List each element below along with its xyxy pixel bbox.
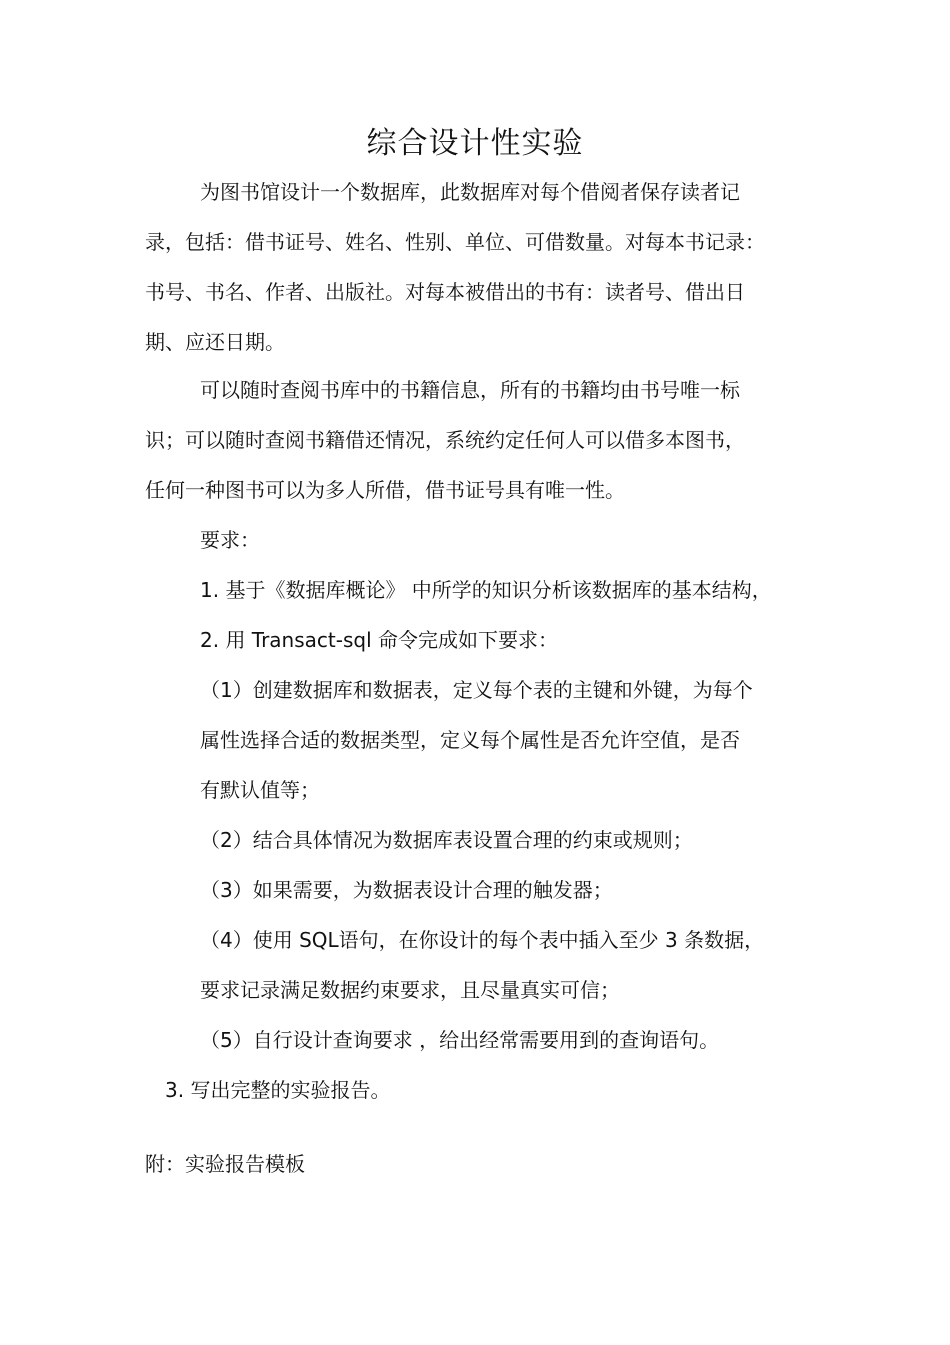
sub-requirement-item: （5）自行设计查询要求 ，给出经常需要用到的查询语句。 — [200, 1028, 720, 1052]
appendix-note: 附：实验报告模板 — [145, 1152, 305, 1176]
paragraph-line: 为图书馆设计一个数据库，此数据库对每个借阅者保存读者记 — [200, 180, 740, 204]
requirement-item: 3. 写出完整的实验报告。 — [165, 1078, 391, 1102]
sub-requirement-item: （1）创建数据库和数据表，定义每个表的主键和外键，为每个 — [200, 678, 753, 702]
sub-requirement-item: 属性选择合适的数据类型，定义每个属性是否允许空值，是否 — [200, 728, 740, 752]
paragraph-line: 书号、书名、作者、出版社。对每本被借出的书有：读者号、借出日 — [145, 280, 745, 304]
paragraph-line: 可以随时查阅书库中的书籍信息，所有的书籍均由书号唯一标 — [200, 378, 740, 402]
requirement-item: 2. 用 Transact-sql 命令完成如下要求： — [200, 628, 558, 652]
document-title: 综合设计性实验 — [366, 126, 584, 161]
sub-requirement-item: （2）结合具体情况为数据库表设置合理的约束或规则； — [200, 828, 693, 852]
paragraph-line: 录，包括：借书证号、姓名、性别、单位、可借数量。对每本书记录： — [145, 230, 765, 254]
sub-requirement-item: （4）使用 SQL语句，在你设计的每个表中插入至少 3 条数据， — [200, 928, 765, 952]
requirement-item: 1. 基于《数据库概论》 中所学的知识分析该数据库的基本结构， — [200, 578, 772, 602]
sub-requirement-item: 要求记录满足数据约束要求，且尽量真实可信； — [200, 978, 620, 1002]
sub-requirement-item: （3）如果需要，为数据表设计合理的触发器； — [200, 878, 613, 902]
requirements-heading: 要求： — [200, 528, 260, 552]
paragraph-line: 识；可以随时查阅书籍借还情况，系统约定任何人可以借多本图书， — [145, 428, 745, 452]
paragraph-line: 任何一种图书可以为多人所借，借书证号具有唯一性。 — [145, 478, 625, 502]
paragraph-line: 期、应还日期。 — [145, 330, 285, 354]
sub-requirement-item: 有默认值等； — [200, 778, 320, 802]
